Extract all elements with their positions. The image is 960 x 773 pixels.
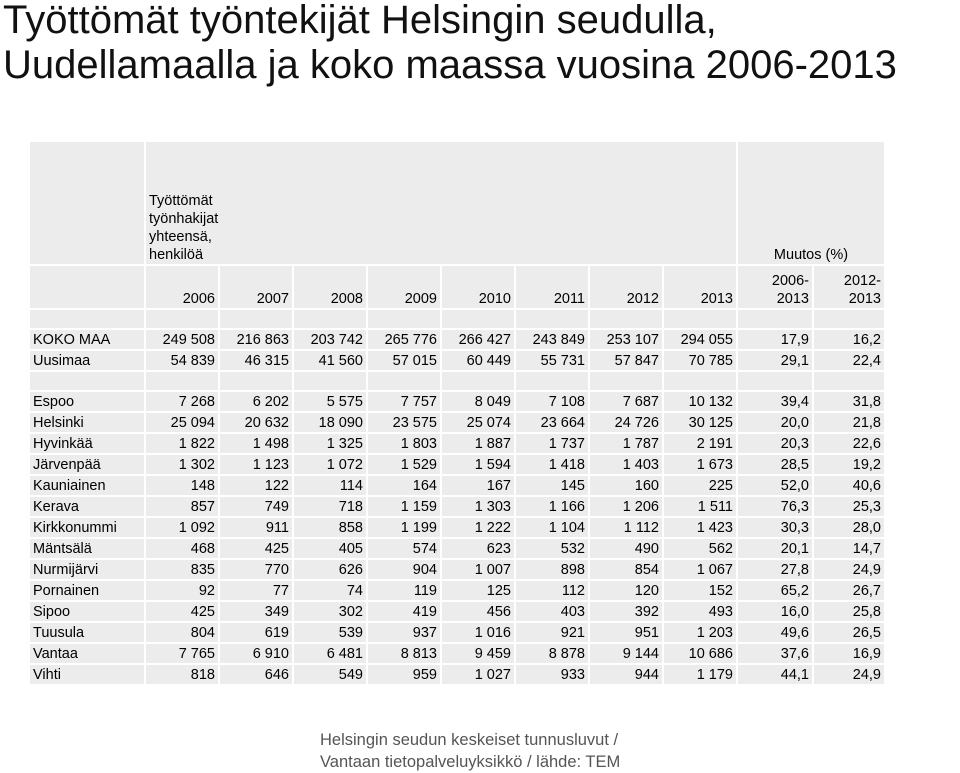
value-cell: 804: [146, 623, 218, 642]
value-cell: 349: [220, 602, 292, 621]
value-cell: 7 108: [516, 392, 588, 411]
value-cell: 9 144: [590, 644, 662, 663]
spacer-cell: [220, 372, 292, 390]
value-cell: 10 132: [664, 392, 736, 411]
value-cell: 770: [220, 560, 292, 579]
year-header: 2010: [442, 266, 514, 308]
value-cell: 857: [146, 497, 218, 516]
value-cell: 1 737: [516, 434, 588, 453]
value-cell: 1 007: [442, 560, 514, 579]
value-cell: 216 863: [220, 330, 292, 349]
change-cell: 20,3: [738, 434, 812, 453]
value-cell: 405: [294, 539, 366, 558]
value-cell: 266 427: [442, 330, 514, 349]
spacer-cell: [220, 310, 292, 328]
change-cell: 24,9: [814, 560, 884, 579]
value-cell: 911: [220, 518, 292, 537]
value-cell: 1 822: [146, 434, 218, 453]
region-name: Espoo: [30, 392, 144, 411]
change-cell: 65,2: [738, 581, 812, 600]
value-cell: 57 847: [590, 351, 662, 370]
region-name: Kerava: [30, 497, 144, 516]
change-cell: 52,0: [738, 476, 812, 495]
spacer-cell: [814, 310, 884, 328]
value-cell: 1 325: [294, 434, 366, 453]
table-row: [30, 455, 884, 474]
change-cell: 16,9: [814, 644, 884, 663]
change-cell: 39,4: [738, 392, 812, 411]
value-cell: 114: [294, 476, 366, 495]
value-cell: 1 027: [442, 665, 514, 684]
change-cell: 49,6: [738, 623, 812, 642]
change-cell: 20,1: [738, 539, 812, 558]
value-cell: 1 159: [368, 497, 440, 516]
region-name: Uusimaa: [30, 351, 144, 370]
value-cell: 243 849: [516, 330, 588, 349]
change-cell: 14,7: [814, 539, 884, 558]
year-header: 2013: [664, 266, 736, 308]
value-cell: 46 315: [220, 351, 292, 370]
change-cell: 27,8: [738, 560, 812, 579]
value-cell: 1 067: [664, 560, 736, 579]
unit-label-text: Työttömät työnhakijat yhteensä, henkilöä: [149, 193, 219, 263]
year-header: 2012: [590, 266, 662, 308]
value-cell: 1 199: [368, 518, 440, 537]
spacer-cell: [738, 310, 812, 328]
value-cell: 835: [146, 560, 218, 579]
value-cell: 253 107: [590, 330, 662, 349]
value-cell: 562: [664, 539, 736, 558]
value-cell: 626: [294, 560, 366, 579]
region-name: Kirkkonummi: [30, 518, 144, 537]
value-cell: 119: [368, 581, 440, 600]
change-cell: 19,2: [814, 455, 884, 474]
year-header: 2011: [516, 266, 588, 308]
value-cell: 302: [294, 602, 366, 621]
value-cell: 1 203: [664, 623, 736, 642]
value-cell: 23 664: [516, 413, 588, 432]
value-cell: 898: [516, 560, 588, 579]
value-cell: 55 731: [516, 351, 588, 370]
value-cell: 7 757: [368, 392, 440, 411]
value-cell: 1 104: [516, 518, 588, 537]
change-period-header: 2012-2013: [814, 266, 884, 308]
change-cell: 37,6: [738, 644, 812, 663]
value-cell: 24 726: [590, 413, 662, 432]
page-title: [3, 0, 958, 88]
header-row-years: [30, 266, 884, 308]
value-cell: 493: [664, 602, 736, 621]
value-cell: 1 302: [146, 455, 218, 474]
value-cell: 532: [516, 539, 588, 558]
value-cell: 854: [590, 560, 662, 579]
value-cell: 8 878: [516, 644, 588, 663]
value-cell: 77: [220, 581, 292, 600]
region-name: Sipoo: [30, 602, 144, 621]
value-cell: 6 202: [220, 392, 292, 411]
value-cell: 160: [590, 476, 662, 495]
change-cell: 40,6: [814, 476, 884, 495]
value-cell: 25 094: [146, 413, 218, 432]
spacer-cell: [368, 372, 440, 390]
table-row: [30, 518, 884, 537]
change-label: Muutos (%): [738, 142, 884, 264]
footer-line-2: Vantaan tietopalveluyksikkö / lähde: TEM: [320, 753, 621, 771]
value-cell: 112: [516, 581, 588, 600]
value-cell: 904: [368, 560, 440, 579]
value-cell: 749: [220, 497, 292, 516]
value-cell: 1 803: [368, 434, 440, 453]
table-row: [30, 413, 884, 432]
value-cell: 9 459: [442, 644, 514, 663]
source-footer: [320, 729, 650, 773]
spacer-cell: [30, 310, 144, 328]
table-row: [30, 476, 884, 495]
spacer-cell: [664, 372, 736, 390]
value-cell: 1 206: [590, 497, 662, 516]
value-cell: 20 632: [220, 413, 292, 432]
value-cell: 718: [294, 497, 366, 516]
value-cell: 265 776: [368, 330, 440, 349]
spacer-cell: [590, 310, 662, 328]
title-line-2: Uudellamaalla ja koko maassa vuosina 2006-2013: [3, 43, 897, 87]
title-line-1: Työttömät työntekijät Helsingin seudulla,: [3, 0, 717, 42]
value-cell: 23 575: [368, 413, 440, 432]
value-cell: 1 423: [664, 518, 736, 537]
region-name: Vantaa: [30, 644, 144, 663]
value-cell: 921: [516, 623, 588, 642]
value-cell: 70 785: [664, 351, 736, 370]
change-cell: 28,5: [738, 455, 812, 474]
value-cell: 1 787: [590, 434, 662, 453]
value-cell: 959: [368, 665, 440, 684]
value-cell: 818: [146, 665, 218, 684]
region-name: Mäntsälä: [30, 539, 144, 558]
spacer-cell: [516, 372, 588, 390]
value-cell: 646: [220, 665, 292, 684]
year-header: 2008: [294, 266, 366, 308]
region-name: Kauniainen: [30, 476, 144, 495]
value-cell: 25 074: [442, 413, 514, 432]
value-cell: 74: [294, 581, 366, 600]
value-cell: 167: [442, 476, 514, 495]
value-cell: 425: [220, 539, 292, 558]
table-row: [30, 497, 884, 516]
change-cell: 26,7: [814, 581, 884, 600]
value-cell: 54 839: [146, 351, 218, 370]
change-cell: 17,9: [738, 330, 812, 349]
spacer-cell: [368, 310, 440, 328]
value-cell: 1 222: [442, 518, 514, 537]
value-cell: 1 594: [442, 455, 514, 474]
value-cell: 7 765: [146, 644, 218, 663]
value-cell: 1 166: [516, 497, 588, 516]
value-cell: 5 575: [294, 392, 366, 411]
change-cell: 16,0: [738, 602, 812, 621]
value-cell: 1 016: [442, 623, 514, 642]
value-cell: 18 090: [294, 413, 366, 432]
value-cell: 10 686: [664, 644, 736, 663]
spacer-cell: [590, 372, 662, 390]
value-cell: 392: [590, 602, 662, 621]
change-cell: 29,1: [738, 351, 812, 370]
value-cell: 60 449: [442, 351, 514, 370]
value-cell: 619: [220, 623, 292, 642]
table-header: [30, 142, 884, 308]
value-cell: 7 268: [146, 392, 218, 411]
table-row: [30, 351, 884, 370]
value-cell: 1 673: [664, 455, 736, 474]
header-corner-cell: [30, 142, 144, 264]
region-name: Helsinki: [30, 413, 144, 432]
value-cell: 623: [442, 539, 514, 558]
change-cell: 26,5: [814, 623, 884, 642]
region-name: Järvenpää: [30, 455, 144, 474]
year-header: 2007: [220, 266, 292, 308]
change-cell: 22,6: [814, 434, 884, 453]
section-spacer-row: [30, 372, 884, 390]
change-cell: 30,3: [738, 518, 812, 537]
change-cell: 25,3: [814, 497, 884, 516]
region-name: Tuusula: [30, 623, 144, 642]
spacer-cell: [664, 310, 736, 328]
change-cell: 25,8: [814, 602, 884, 621]
value-cell: 858: [294, 518, 366, 537]
value-cell: 8 049: [442, 392, 514, 411]
value-cell: 7 687: [590, 392, 662, 411]
value-cell: 41 560: [294, 351, 366, 370]
value-cell: 419: [368, 602, 440, 621]
table-row: [30, 330, 884, 349]
footer-line-1: Helsingin seudun keskeiset tunnusluvut /: [320, 731, 619, 749]
region-name: Pornainen: [30, 581, 144, 600]
value-cell: 120: [590, 581, 662, 600]
year-header: 2006: [146, 266, 218, 308]
value-cell: 1 112: [590, 518, 662, 537]
value-cell: 92: [146, 581, 218, 600]
value-cell: 2 191: [664, 434, 736, 453]
header-spacer-row: [30, 310, 884, 328]
value-cell: 148: [146, 476, 218, 495]
value-cell: 951: [590, 623, 662, 642]
table-row: [30, 581, 884, 600]
change-cell: 28,0: [814, 518, 884, 537]
year-header: 2009: [368, 266, 440, 308]
header-row-labels: [30, 142, 884, 264]
table-row: [30, 560, 884, 579]
spacer-cell: [442, 372, 514, 390]
value-cell: 57 015: [368, 351, 440, 370]
value-cell: 937: [368, 623, 440, 642]
value-cell: 1 072: [294, 455, 366, 474]
value-cell: 125: [442, 581, 514, 600]
spacer-cell: [516, 310, 588, 328]
value-cell: 30 125: [664, 413, 736, 432]
unemployment-table-container: [28, 140, 886, 686]
region-name: Vihti: [30, 665, 144, 684]
spacer-cell: [146, 372, 218, 390]
value-cell: 203 742: [294, 330, 366, 349]
change-period-header: 2006-2013: [738, 266, 812, 308]
value-cell: 1 887: [442, 434, 514, 453]
value-cell: 1 123: [220, 455, 292, 474]
value-cell: 1 511: [664, 497, 736, 516]
value-cell: 6 910: [220, 644, 292, 663]
value-cell: 1 403: [590, 455, 662, 474]
value-cell: 549: [294, 665, 366, 684]
region-name: KOKO MAA: [30, 330, 144, 349]
value-cell: 1 418: [516, 455, 588, 474]
table-row: [30, 665, 884, 684]
unit-label: [146, 142, 736, 264]
change-cell: 22,4: [814, 351, 884, 370]
value-cell: 249 508: [146, 330, 218, 349]
table-row: [30, 392, 884, 411]
change-cell: 31,8: [814, 392, 884, 411]
value-cell: 152: [664, 581, 736, 600]
value-cell: 8 813: [368, 644, 440, 663]
unemployment-table: [28, 140, 886, 686]
region-name: Hyvinkää: [30, 434, 144, 453]
value-cell: 944: [590, 665, 662, 684]
value-cell: 164: [368, 476, 440, 495]
value-cell: 539: [294, 623, 366, 642]
table-row: [30, 644, 884, 663]
value-cell: 574: [368, 539, 440, 558]
change-cell: 20,0: [738, 413, 812, 432]
change-cell: 44,1: [738, 665, 812, 684]
change-cell: 16,2: [814, 330, 884, 349]
spacer-cell: [294, 310, 366, 328]
value-cell: 6 481: [294, 644, 366, 663]
value-cell: 122: [220, 476, 292, 495]
spacer-cell: [814, 372, 884, 390]
value-cell: 1 498: [220, 434, 292, 453]
header-name-cell: [30, 266, 144, 308]
spacer-cell: [442, 310, 514, 328]
value-cell: 1 529: [368, 455, 440, 474]
change-cell: 21,8: [814, 413, 884, 432]
value-cell: 425: [146, 602, 218, 621]
spacer-cell: [294, 372, 366, 390]
spacer-cell: [30, 372, 144, 390]
value-cell: 225: [664, 476, 736, 495]
value-cell: 933: [516, 665, 588, 684]
value-cell: 294 055: [664, 330, 736, 349]
table-row: [30, 434, 884, 453]
table-row: [30, 623, 884, 642]
value-cell: 456: [442, 602, 514, 621]
value-cell: 490: [590, 539, 662, 558]
value-cell: 1 092: [146, 518, 218, 537]
spacer-cell: [146, 310, 218, 328]
table-row: [30, 602, 884, 621]
value-cell: 145: [516, 476, 588, 495]
region-name: Nurmijärvi: [30, 560, 144, 579]
table-body: [30, 310, 884, 684]
change-cell: 24,9: [814, 665, 884, 684]
value-cell: 468: [146, 539, 218, 558]
table-row: [30, 539, 884, 558]
value-cell: 1 303: [442, 497, 514, 516]
value-cell: 403: [516, 602, 588, 621]
spacer-cell: [738, 372, 812, 390]
change-cell: 76,3: [738, 497, 812, 516]
value-cell: 1 179: [664, 665, 736, 684]
